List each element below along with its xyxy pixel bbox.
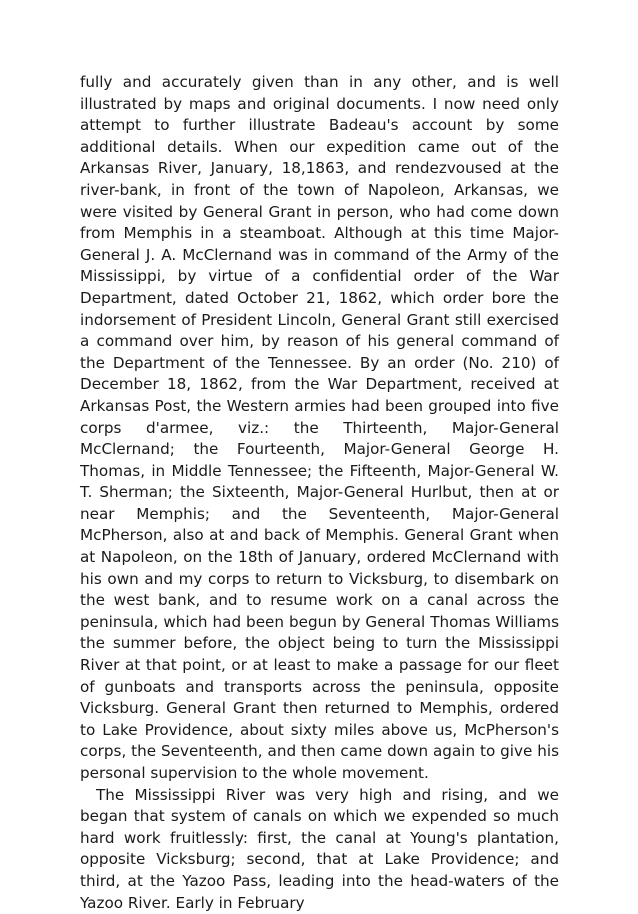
paragraph: fully and accurately given than in any other, and is well illustrated by maps and original documents. I now need only attempt to further illustrate Badeau's account by some additional details. When our expedition came out of the Arkansas River, January, 18,1863, and rendezvoused at the river-bank, in front of the town of Napoleon, Arkansas, we were visited by General Grant in person, who had come down from Memphis in a steamboat. Although at this time Major-General J. A. McClernand was in command of the Army of the Mississippi, by virtue of a confidential order of the War Department, dated October 21, 1862, which order bore the indorsement of President Lincoln, General Grant still exercised a command over him, by reason of his general command of the Department of the Tennessee. By an order (No. 210) of December 18, 1862, from the War Department, received at Arkansas Post, the Western armies had been grouped into five corps d'armee, viz.: the Thirteenth, Major-General McClernand; the Fourteenth, Major-General George H. Thomas, in Middle Tennessee; the Fifteenth, Major-General W. T. Sherman; the Sixteenth, Major-General Hurlbut, then at or near Memphis; and the Seventeenth, Major-General McPherson, also at and back of Memphis. General Grant when at Napoleon, on the 18th of January, ordered McClernand with his own and my corps to return to Vicksburg, to disembark on the west bank, and to resume work on a canal across the peninsula, which had been begun by General Thomas Williams the summer before, the object being to turn the Mississippi River at that point, or at least to make a passage for our fleet of gunboats and transports across the peninsula, opposite Vicksburg. General Grant then returned to Memphis, ordered to Lake Providence, about sixty miles above us, McPherson's corps, the Seventeenth, and then came down again to give his personal supervision to the whole movement. [80,73,559,782]
paragraph: The Mississippi River was very high and rising, and we began that system of canals on which we expended so much hard work fruitlessly: first, the canal at Young's plantation, opposite Vicksburg; second, that at Lake Providence; and third, at the Yazoo Pass, leading into the head-waters of the Yazoo River. Early in February [80,785,559,912]
page-body [80,72,559,914]
